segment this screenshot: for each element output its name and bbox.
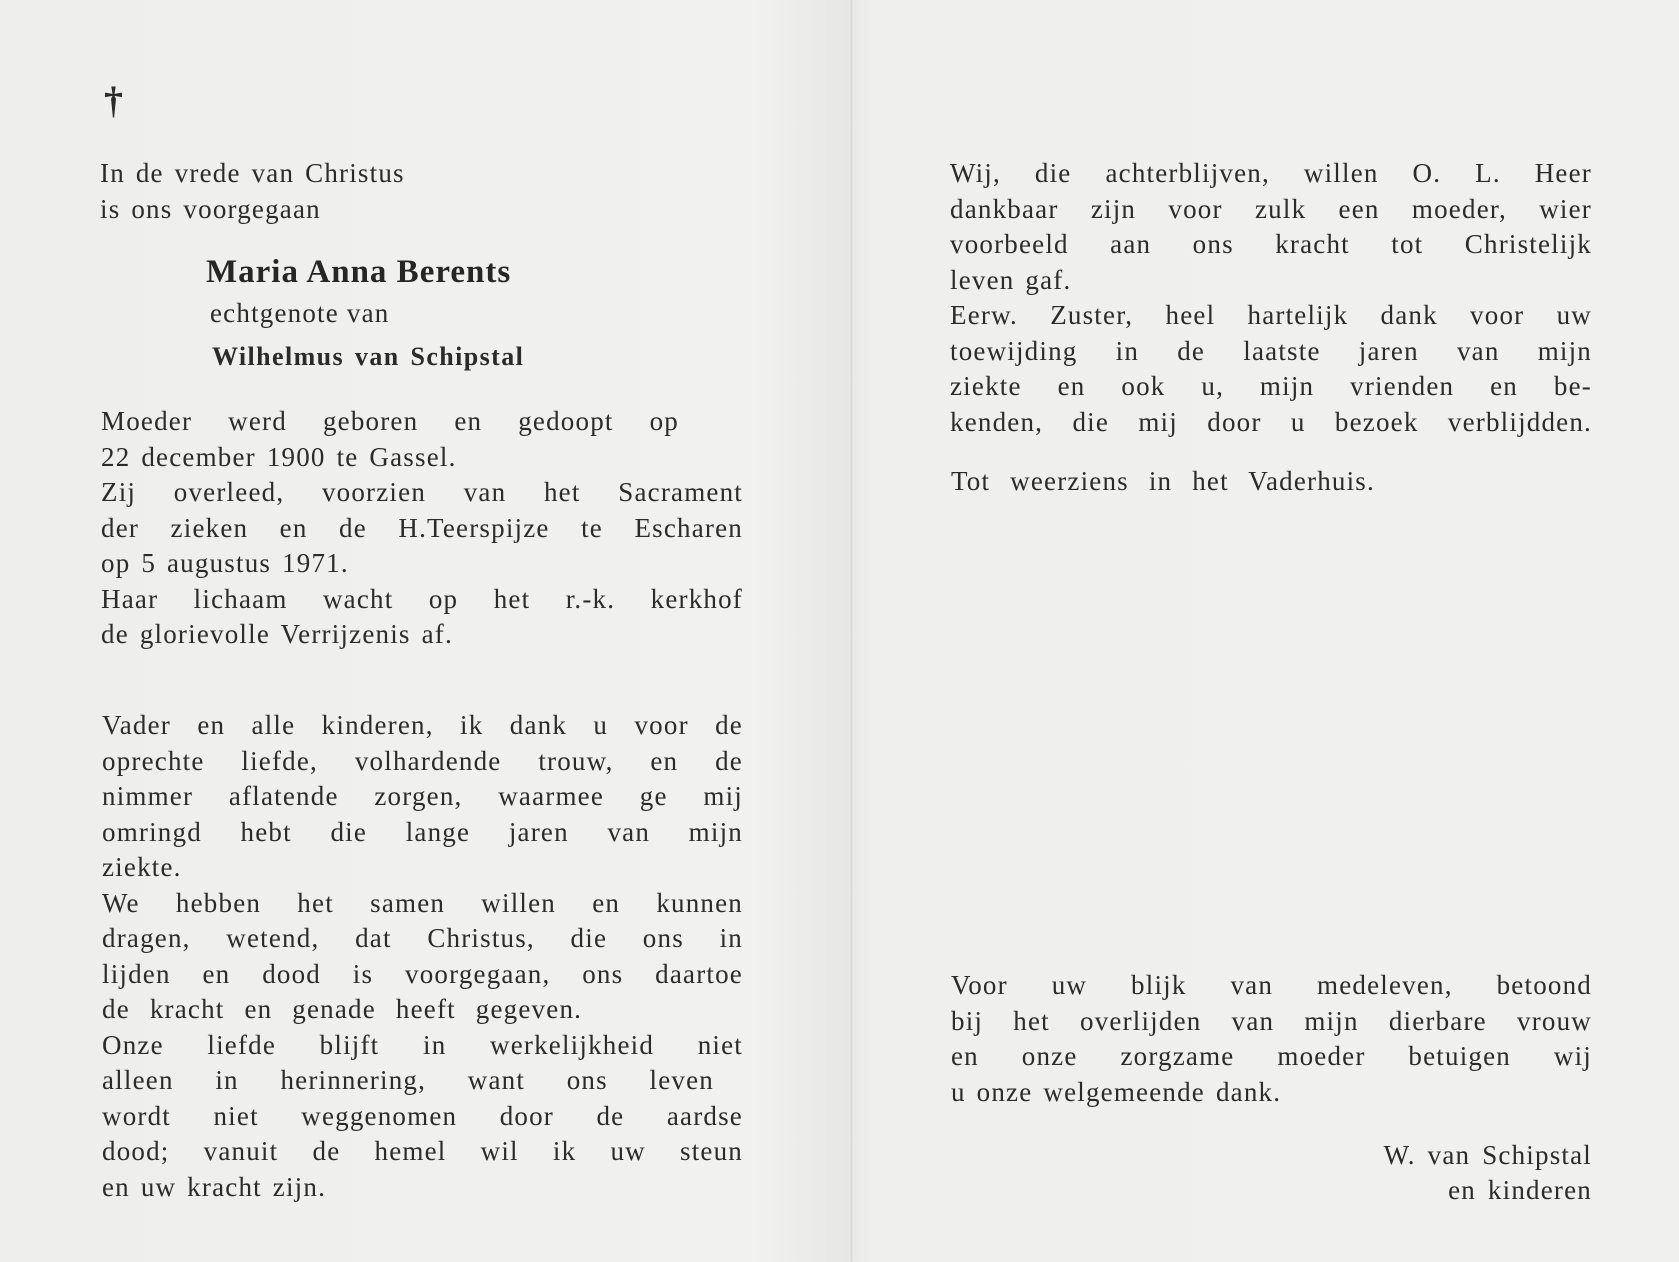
intro-text bbox=[100, 156, 520, 227]
card-fold bbox=[850, 0, 853, 1262]
acknowledgement-line: Voor uw blijk van medeleven, betoond bbox=[951, 970, 1592, 1000]
thanks-message bbox=[950, 156, 1592, 440]
thanks-line: ziekte en ook u, mijn vrienden en be- bbox=[950, 371, 1592, 401]
farewell-line: nimmer aflatende zorgen, waarmee ge mij bbox=[102, 781, 743, 811]
biography-line: 22 december 1900 te Gassel. bbox=[101, 441, 457, 472]
biography-line: Zij overleed, voorzien van het Sacrament bbox=[101, 477, 743, 507]
intro-line: is ons voorgegaan bbox=[100, 193, 321, 224]
cross-icon: † bbox=[104, 80, 123, 122]
biography-line: Moeder werd geboren en gedoopt op bbox=[101, 406, 679, 436]
farewell-line: Onze liefde blijft in werkelijkheid niet bbox=[102, 1029, 743, 1060]
farewell-message bbox=[102, 708, 743, 1205]
thanks-line: kenden, die mij door u bezoek verblijdden. bbox=[950, 406, 1592, 437]
closing-text: Tot weerziens in het Vaderhuis. bbox=[951, 466, 1375, 496]
biography-line: der zieken en de H.Teerspijze te Escharen bbox=[101, 512, 743, 543]
biography-line: Haar lichaam wacht op het r.-k. kerkhof bbox=[101, 583, 743, 614]
farewell-line: Vader en alle kinderen, ik dank u voor de bbox=[102, 710, 743, 740]
acknowledgement bbox=[951, 968, 1592, 1110]
thanks-line: voorbeeld aan ons kracht tot Christelijk bbox=[950, 229, 1592, 259]
signature bbox=[1384, 1138, 1592, 1208]
biography-line: op 5 augustus 1971. bbox=[101, 548, 349, 578]
closing-line bbox=[951, 464, 1593, 500]
farewell-line: oprechte liefde, volhardende trouw, en de bbox=[102, 745, 743, 776]
farewell-line: ziekte. bbox=[102, 852, 182, 882]
thanks-line: Wij, die achterblijven, willen O. L. Heer bbox=[950, 158, 1592, 188]
biography-line: de glorievolle Verrijzenis af. bbox=[101, 619, 453, 649]
thanks-line: toewijding in de laatste jaren van mijn bbox=[950, 335, 1592, 366]
thanks-line: leven gaf. bbox=[950, 264, 1072, 295]
farewell-line: de kracht en genade heeft gegeven. bbox=[102, 994, 583, 1024]
thanks-line: Eerw. Zuster, heel hartelijk dank voor uw bbox=[950, 300, 1592, 330]
biography bbox=[101, 404, 743, 653]
farewell-line: omringd hebt die lange jaren van mijn bbox=[102, 816, 743, 847]
farewell-line: We hebben het samen willen en kunnen bbox=[102, 887, 743, 918]
thanks-line: dankbaar zijn voor zulk een moeder, wier bbox=[950, 193, 1592, 224]
farewell-line: dood; vanuit de hemel wil ik uw steun bbox=[102, 1136, 743, 1166]
farewell-line: en uw kracht zijn. bbox=[102, 1171, 327, 1202]
farewell-line: alleen in herinnering, want ons leven bbox=[102, 1065, 714, 1095]
acknowledgement-line: bij het overlijden van mijn dierbare vrouw bbox=[951, 1005, 1592, 1036]
acknowledgement-line: en onze zorgzame moeder betuigen wij bbox=[951, 1041, 1592, 1071]
acknowledgement-line: u onze welgemeende dank. bbox=[951, 1076, 1282, 1107]
signature-family: en kinderen bbox=[1448, 1175, 1592, 1205]
intro-line: In de vrede van Christus bbox=[100, 158, 405, 188]
spouse-label: echtgenote van bbox=[210, 298, 390, 328]
signature-name: W. van Schipstal bbox=[1383, 1140, 1592, 1170]
spouse-name: Wilhelmus van Schipstal bbox=[212, 342, 525, 371]
farewell-line: lijden en dood is voorgegaan, ons daartoe bbox=[102, 958, 743, 989]
deceased-name: Maria Anna Berents bbox=[206, 254, 512, 290]
farewell-line: wordt niet weggenomen door de aardse bbox=[102, 1100, 743, 1131]
farewell-line: dragen, wetend, dat Christus, die ons in bbox=[102, 923, 743, 953]
